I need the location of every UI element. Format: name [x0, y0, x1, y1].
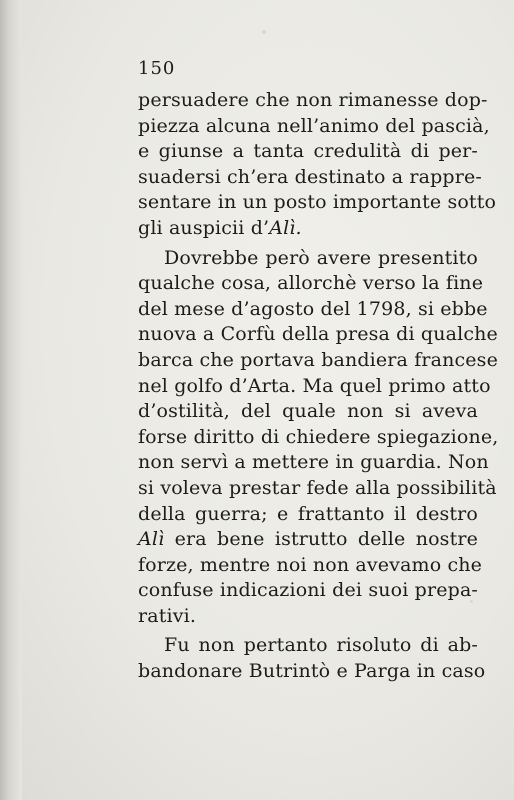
- text-line: e giunse a tanta credulità di per-: [138, 140, 478, 163]
- text-line: qualche cosa, allorchè verso la fine: [138, 272, 484, 295]
- text-line: Dovrebbe però avere presentito: [164, 246, 478, 269]
- text-line: d’ostilità, del quale non si aveva: [138, 400, 478, 423]
- text-line: confuse indicazioni dei suoi prepa-: [138, 579, 478, 602]
- text-block: [138, 56, 499, 685]
- text-line: [138, 216, 478, 242]
- paper-spot: [262, 30, 266, 34]
- text-line: persuadere che non rimanesse dop-: [138, 89, 488, 111]
- text-line: piezza alcuna nell’animo del pascià,: [138, 114, 490, 137]
- text-line: suadersi ch’era destinato a rappre-: [138, 165, 482, 188]
- text-line: forse diritto di chiedere spiegazione,: [138, 425, 499, 448]
- text-line: barca che portava bandiera francese: [138, 348, 498, 371]
- text-line: bandonare Butrintò e Parga in caso: [138, 660, 486, 683]
- text-line: della guerra; e frattanto il destro: [138, 502, 478, 525]
- text-fragment: gli auspicii d’: [138, 216, 270, 239]
- italic-name: Alì: [138, 528, 165, 551]
- text-line: rativi.: [138, 604, 197, 627]
- text-line: non servì a mettere in guardia. Non: [138, 451, 489, 474]
- italic-name: Alì.: [269, 216, 302, 239]
- text-line: nel golfo d’Arta. Ma quel primo atto: [138, 374, 491, 397]
- text-line: [138, 527, 478, 553]
- text-line: sentare in un posto importante sotto: [138, 191, 497, 214]
- text-line: forze, mentre noi non avevamo che: [138, 553, 483, 576]
- text-line: del mese d’agosto del 1798, si ebbe: [138, 297, 488, 320]
- text-line: nuova a Corfù della presa di qualche: [138, 323, 498, 346]
- text-line: Fu non pertanto risoluto di ab-: [164, 634, 478, 657]
- page-binding-edge: [0, 0, 22, 800]
- page-number: 150: [138, 58, 176, 79]
- text-fragment: era bene istrutto delle nostre: [164, 528, 478, 551]
- text-line: si voleva prestar fede alla possibilità: [138, 476, 497, 499]
